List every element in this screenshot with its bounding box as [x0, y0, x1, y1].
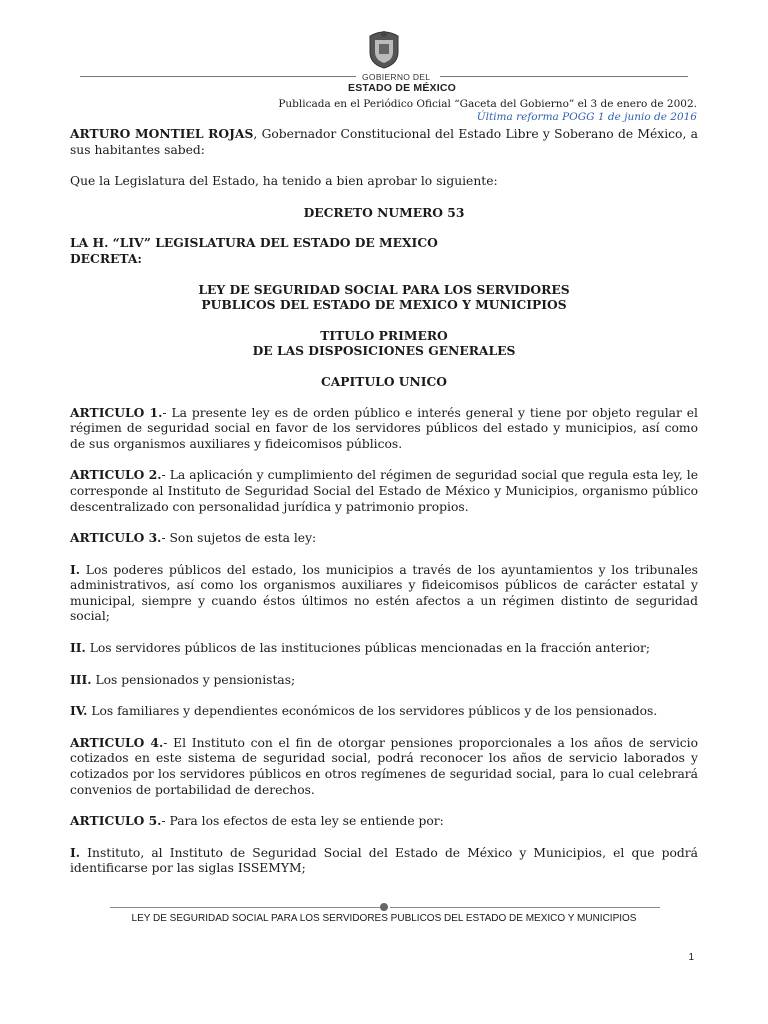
state-coat-of-arms-icon — [362, 26, 406, 70]
decreta-line: DECRETA: — [70, 250, 142, 266]
publication-note: Publicada en el Periódico Oficial “Gaceta del Gobierno” el 3 de enero de 2002. — [278, 98, 697, 110]
footer-rule-left — [110, 907, 380, 908]
header-rule-left — [80, 76, 356, 77]
legislature-line: LA H. “LIV” LEGISLATURA DEL ESTADO DE MEXICO — [70, 235, 438, 251]
decree-number: DECRETO NUMERO 53 — [303, 204, 465, 220]
title-heading: TITULO PRIMERO — [320, 327, 448, 343]
article-3-fraction-iv: IV. Los familiares y dependientes económicos de los servidores públicos y de los pensionados. — [70, 703, 658, 719]
page-number: 1 — [688, 952, 694, 963]
reform-note: Última reforma POGG 1 de junio de 2016 — [476, 111, 697, 123]
page-header — [0, 0, 768, 123]
footer-law-title: LEY DE SEGURIDAD SOCIAL PARA LOS SERVIDORES PUBLICOS DEL ESTADO DE MEXICO Y MUNICIPIOS — [131, 913, 637, 924]
intro-line2: Que la Legislatura del Estado, ha tenido a bien aprobar lo siguiente: — [70, 174, 498, 189]
footer-rule-right — [390, 907, 660, 908]
header-rule-right — [440, 76, 688, 77]
org-name-line2: ESTADO DE MÉXICO — [348, 82, 457, 94]
article-4: ARTICULO 4.- El Instituto con el fin de otorgar pensiones proporcionales a los años de servicio cotizados en este sistema de seguridad social, podrá reconocer los años de servicio laborados y cotizados por los servidores públicos en otros regímenes de seguridad social, para lo cual celebrará convenios de portabilidad de derechos. — [70, 734, 699, 797]
article-2: ARTICULO 2.- La aplicación y cumplimiento del régimen de seguridad social que regula esta ley, le corresponde al Instituto de Seguridad Social del Estado de México y Municipios, organismo público descentralizado con personalidad jurídica y patrimonio propios. — [70, 467, 698, 514]
footer-ornament — [380, 903, 388, 911]
intro-paragraph: ARTURO MONTIEL ROJAS, Gobernador Constitucional del Estado Libre y Soberano de México, a sus habitantes sabed: — [70, 126, 698, 157]
article-5-fraction-i: I. Instituto, al Instituto de Seguridad Social del Estado de México y Municipios, el que podrá identificarse por las siglas ISSEMYM; — [70, 844, 698, 876]
article-5: ARTICULO 5.- Para los efectos de esta ley se entiende por: — [70, 813, 444, 829]
article-3-fraction-iii: III. Los pensionados y pensionistas; — [70, 671, 296, 687]
governor-name: ARTURO MONTIEL ROJAS — [70, 126, 254, 141]
article-3: ARTICULO 3.- Son sujetos de esta ley: — [70, 530, 317, 546]
law-title-line1: LEY DE SEGURIDAD SOCIAL PARA LOS SERVIDORES — [198, 281, 570, 297]
article-3-fraction-ii: II. Los servidores públicos de las instituciones públicas mencionadas en la fracción anterior; — [70, 640, 651, 656]
chapter-heading: CAPITULO UNICO — [320, 373, 448, 389]
title-subheading: DE LAS DISPOSICIONES GENERALES — [252, 343, 516, 359]
article-3-fraction-i: I. Los poderes públicos del estado, los municipios a través de los ayuntamientos y los tribunales administrativos, así como los organismos auxiliares y fideicomisos públicos de carácter estatal y municipal, siempre y cuando éstos últimos no estén afectos a un régimen distinto de seguridad social; — [70, 561, 698, 624]
org-name-line1: GOBIERNO DEL — [362, 72, 431, 82]
article-1: ARTICULO 1.- La presente ley es de orden público e interés general y tiene por objeto regular el régimen de seguridad social en favor de los servidores públicos del estado y municipios, así como de sus organismos auxiliares y fideicomisos públicos. — [70, 404, 698, 451]
law-title-line2: PUBLICOS DEL ESTADO DE MEXICO Y MUNICIPIOS — [201, 297, 567, 313]
document-body — [70, 126, 698, 877]
